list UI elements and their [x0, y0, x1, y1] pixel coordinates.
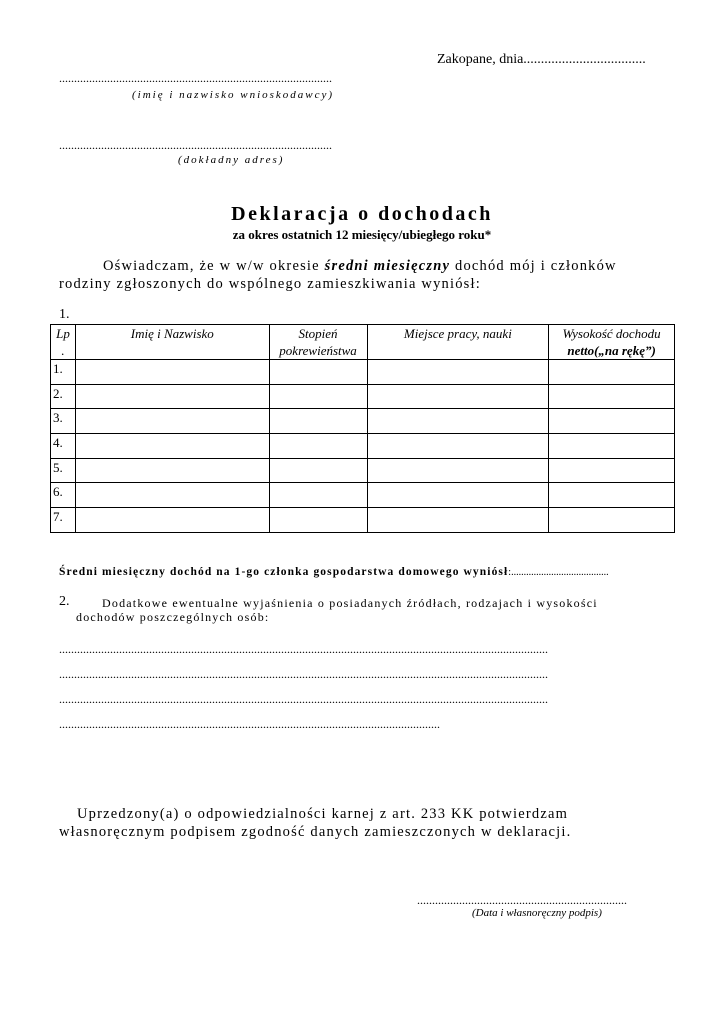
income-table: [50, 324, 675, 533]
average-income-field[interactable]: :.......................................: [508, 567, 609, 578]
col-income: Wysokość dochodu netto(„na rękę”): [549, 325, 675, 360]
average-income-line: [59, 566, 609, 578]
document-title: Deklaracja o dochodach: [231, 203, 493, 225]
table-row: [51, 434, 675, 459]
liability-line-2: własnoręcznym podpisem zgodność danych zamieszczonych w deklaracji.: [59, 824, 572, 840]
table-row: [51, 483, 675, 508]
section-2-text-2: dochodów poszczególnych osób:: [76, 610, 270, 624]
average-income-label: Średni miesięczny dochód na 1-go członka gospodarstwa domowego wyniósł: [59, 566, 509, 578]
cell-income[interactable]: [549, 458, 675, 483]
row-number: 1.: [51, 360, 76, 385]
cell-name[interactable]: [75, 434, 269, 459]
row-number: 5.: [51, 458, 76, 483]
row-number: 6.: [51, 483, 76, 508]
applicant-name-line[interactable]: ...........................................................................................: [59, 71, 332, 85]
cell-name[interactable]: [75, 458, 269, 483]
declaration-text-1: Oświadczam, że w w/w okresie: [103, 258, 320, 274]
explanation-line-4[interactable]: ...............................................................................................................................: [59, 717, 440, 731]
declaration-emphasis: średni miesięczny: [324, 258, 451, 274]
row-number: 4.: [51, 434, 76, 459]
table-header-row: [51, 325, 675, 360]
table-row: [51, 360, 675, 385]
cell-name[interactable]: [75, 508, 269, 533]
cell-workplace[interactable]: [367, 508, 549, 533]
cell-workplace[interactable]: [367, 458, 549, 483]
section-2-text-1: Dodatkowe ewentualne wyjaśnienia o posiadanych źródłach, rodzajach i wysokości: [102, 596, 598, 610]
cell-workplace[interactable]: [367, 483, 549, 508]
col-workplace: Miejsce pracy, nauki: [367, 325, 549, 360]
section-2-number: 2.: [59, 594, 70, 609]
signature-label: (Data i własnoręczny podpis): [472, 907, 602, 919]
cell-income[interactable]: [549, 483, 675, 508]
place-date-field[interactable]: Zakopane, dnia...................................: [437, 52, 646, 67]
cell-relation[interactable]: [269, 434, 367, 459]
signature-line[interactable]: ......................................................................: [417, 893, 627, 907]
col-lp: Lp .: [51, 325, 76, 360]
cell-workplace[interactable]: [367, 360, 549, 385]
declaration-line-1: [103, 258, 617, 275]
explanation-line-3[interactable]: ...................................................................................................................................................................: [59, 692, 548, 706]
address-label: (dokładny adres): [178, 154, 285, 166]
cell-workplace[interactable]: [367, 384, 549, 409]
table-row: [51, 409, 675, 434]
cell-name[interactable]: [75, 409, 269, 434]
explanation-line-1[interactable]: ...................................................................................................................................................................: [59, 642, 548, 656]
cell-relation[interactable]: [269, 508, 367, 533]
cell-name[interactable]: [75, 384, 269, 409]
cell-income[interactable]: [549, 508, 675, 533]
cell-relation[interactable]: [269, 384, 367, 409]
cell-name[interactable]: [75, 360, 269, 385]
address-line[interactable]: ...........................................................................................: [59, 138, 332, 152]
section-1-number: 1.: [59, 307, 70, 322]
applicant-name-label: (imię i nazwisko wnioskodawcy): [132, 89, 335, 101]
cell-relation[interactable]: [269, 483, 367, 508]
cell-relation[interactable]: [269, 360, 367, 385]
cell-workplace[interactable]: [367, 434, 549, 459]
cell-income[interactable]: [549, 434, 675, 459]
col-relation: Stopień pokrewieństwa: [269, 325, 367, 360]
explanation-line-2[interactable]: ...................................................................................................................................................................: [59, 667, 548, 681]
table-row: [51, 458, 675, 483]
liability-line-1: Uprzedzony(a) o odpowiedzialności karnej z art. 233 KK potwierdzam: [77, 806, 569, 822]
table-row: [51, 384, 675, 409]
col-name: Imię i Nazwisko: [75, 325, 269, 360]
cell-income[interactable]: [549, 384, 675, 409]
row-number: 2.: [51, 384, 76, 409]
cell-income[interactable]: [549, 409, 675, 434]
cell-name[interactable]: [75, 483, 269, 508]
document-subtitle: za okres ostatnich 12 miesięcy/ubiegłego roku*: [232, 227, 492, 242]
cell-relation[interactable]: [269, 409, 367, 434]
row-number: 7.: [51, 508, 76, 533]
cell-workplace[interactable]: [367, 409, 549, 434]
cell-income[interactable]: [549, 360, 675, 385]
declaration-text-2: dochód mój i członków: [455, 258, 617, 274]
declaration-line-2: rodziny zgłoszonych do wspólnego zamieszkiwania wyniósł:: [59, 276, 481, 292]
table-row: [51, 508, 675, 533]
row-number: 3.: [51, 409, 76, 434]
cell-relation[interactable]: [269, 458, 367, 483]
